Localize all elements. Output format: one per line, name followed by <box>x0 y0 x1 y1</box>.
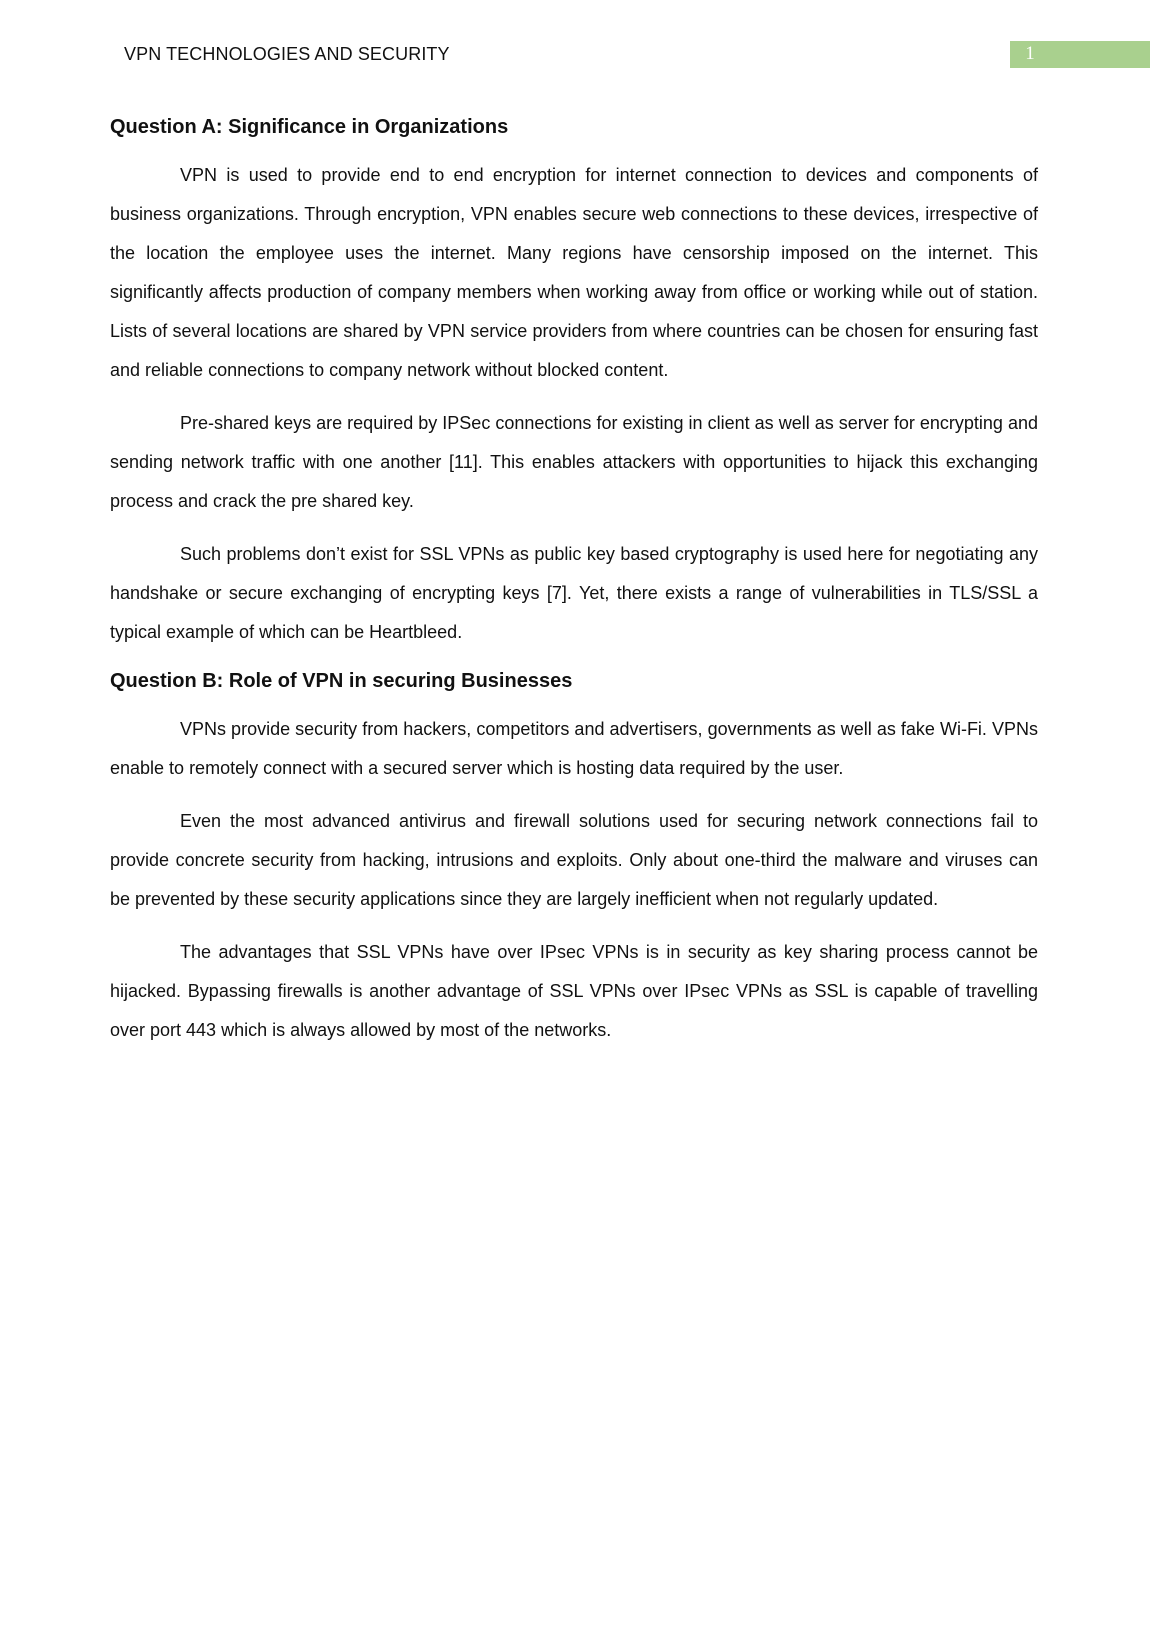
section-a-paragraph: Pre-shared keys are required by IPSec connections for existing in client as well as server for encrypting and sending network traffic with one another [11]. This enables attackers with opportunities to hijack this exchanging process and crack the pre shared key. <box>110 413 1038 511</box>
section-a-paragraph: Such problems don’t exist for SSL VPNs as public key based cryptography is used here for negotiating any handshake or secure exchanging of encrypting keys [7]. Yet, there exists a range of vulnerabilities in TLS/SSL a typical example of which can be Heartbleed. <box>110 544 1038 642</box>
section-b <box>110 666 1038 1050</box>
section-a <box>110 112 1038 652</box>
page-number: 1 <box>1025 43 1035 64</box>
document-body <box>110 112 1038 1064</box>
page-number-box <box>1010 41 1150 68</box>
section-a-paragraph: VPN is used to provide end to end encryption for internet connection to devices and components of business organizations. Through encryption, VPN enables secure web connections to these devices, irrespective of the location the employee uses the internet. Many regions have censorship imposed on the internet. This significantly affects production of company members when working away from office or working while out of station. Lists of several locations are shared by VPN service providers from where countries can be chosen for ensuring fast and reliable connections to company network without blocked content. <box>110 165 1038 380</box>
section-b-paragraph: Even the most advanced antivirus and firewall solutions used for securing network connections fail to provide concrete security from hacking, intrusions and exploits. Only about one-third the malware and viruses can be prevented by these security applications since they are largely inefficient when not regularly updated. <box>110 811 1038 909</box>
running-head: VPN TECHNOLOGIES AND SECURITY <box>124 44 450 64</box>
section-b-paragraph: The advantages that SSL VPNs have over IPsec VPNs is in security as key sharing process cannot be hijacked. Bypassing firewalls is another advantage of SSL VPNs over IPsec VPNs as SSL is capable of travelling over port 443 which is always allowed by most of the networks. <box>110 942 1038 1040</box>
section-a-heading: Question A: Significance in Organizations <box>110 116 509 138</box>
section-b-heading: Question B: Role of VPN in securing Businesses <box>110 670 573 692</box>
section-b-paragraph: VPNs provide security from hackers, competitors and advertisers, governments as well as fake Wi-Fi. VPNs enable to remotely connect with a secured server which is hosting data required by the user. <box>110 719 1038 778</box>
